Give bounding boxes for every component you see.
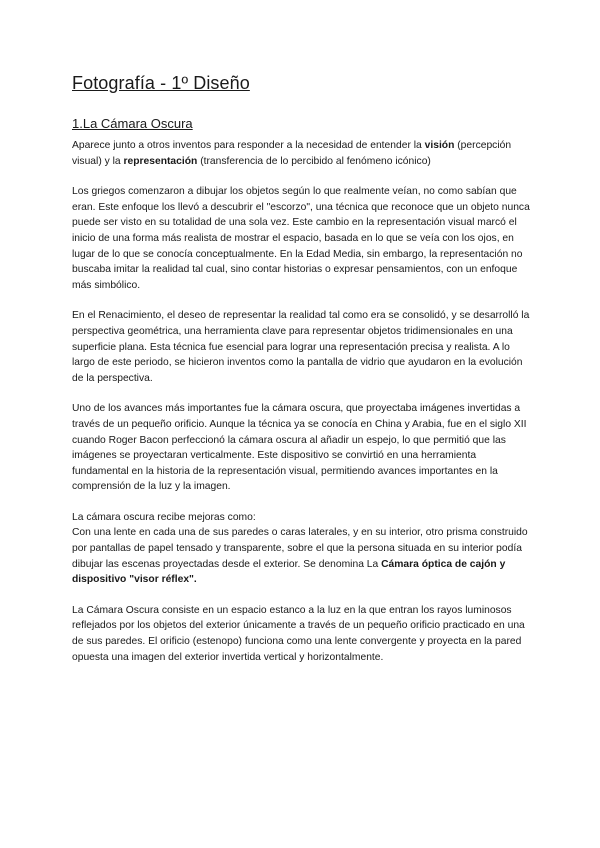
paragraph-renacimiento: En el Renacimiento, el deseo de representar la realidad tal como era se consolidó, y se desarrolló la perspectiva geométrica, una herramienta clave para representar objetos tridimensionales en una superficie plana. Esta técnica fue esencial para lograr una representación precisa y realista. A lo largo de este periodo, se hicieron inventos como la pantalla de vidrio que ayudaron en la evolución de la perspectiva. bbox=[72, 310, 530, 384]
section-title: 1.La Cámara Oscura bbox=[72, 116, 193, 131]
paragraph-definicion: La Cámara Oscura consiste en un espacio estanco a la luz en la que entran los rayos luminosos reflejados por los objetos del exterior únicamente a través de un pequeño orificio practicado en una de sus paredes. El orificio (estenopo) funciona como una lente convergente y proyecta en la pared opuesta una imagen del exterior invertida vertical y horizontalmente. bbox=[72, 604, 525, 663]
bold-term-vision: visión bbox=[424, 140, 455, 151]
text-run: Con una lente en cada una de sus paredes o caras laterales, y en su interior, otro prisma construido por pantallas de papel tensado y transparente, sobre el que la persona situada en su interior podía dibujar las escenas proyectadas desde el exterior. Se denomina La bbox=[72, 527, 528, 570]
bold-term-camara-optica: Cámara óptica de cajón y dispositivo "visor réflex". bbox=[72, 558, 506, 586]
document-body bbox=[72, 72, 530, 665]
text-run: (transferencia de lo percibido al fenómeno icónico) bbox=[197, 155, 431, 167]
text-run: (percepción visual) y la bbox=[72, 140, 512, 167]
text-run: Aparece junto a otros inventos para responder a la necesidad de entender la bbox=[72, 140, 425, 151]
paragraph-camara-oscura-avances: Uno de los avances más importantes fue la cámara oscura, que proyectaba imágenes invertidas a través de un pequeño orificio. Aunque la técnica ya se conocía en China y Arabia, fue en el siglo XII cuando Roger Bacon perfeccionó la cámara oscura al añadir un espejo, lo que permitió que las imágenes se proyectaran verticalmente. Este dispositivo se convirtió en una herramienta fundamental en la historia de la representación visual, permitiendo avances importantes en la comprensión de la luz y la imagen. bbox=[72, 403, 527, 493]
paragraph-intro bbox=[72, 138, 530, 169]
paragraph-mejoras bbox=[72, 525, 530, 587]
paragraph-mejoras-intro: La cámara oscura recibe mejoras como: bbox=[72, 511, 256, 523]
document-title: Fotografía - 1º Diseño bbox=[72, 73, 250, 93]
paragraph-griegos: Los griegos comenzaron a dibujar los objetos según lo que realmente veían, no como sabían que eran. Este enfoque los llevó a descubrir el "escorzo", una técnica que reconoce que un objeto nunca puede ser visto en su totalidad de una sola vez. Este cambio en la representación visual marcó el inicio de una forma más realista de mostrar el espacio, basada en lo que se veía con los ojos, en lugar de lo que se conocía conceptualmente. En la Edad Media, sin embargo, la representación no buscaba imitar la realidad tal cual, sino contar historias o expresar pensamientos, con un enfoque más simbólico. bbox=[72, 186, 530, 291]
bold-term-representacion: representación bbox=[123, 155, 198, 167]
